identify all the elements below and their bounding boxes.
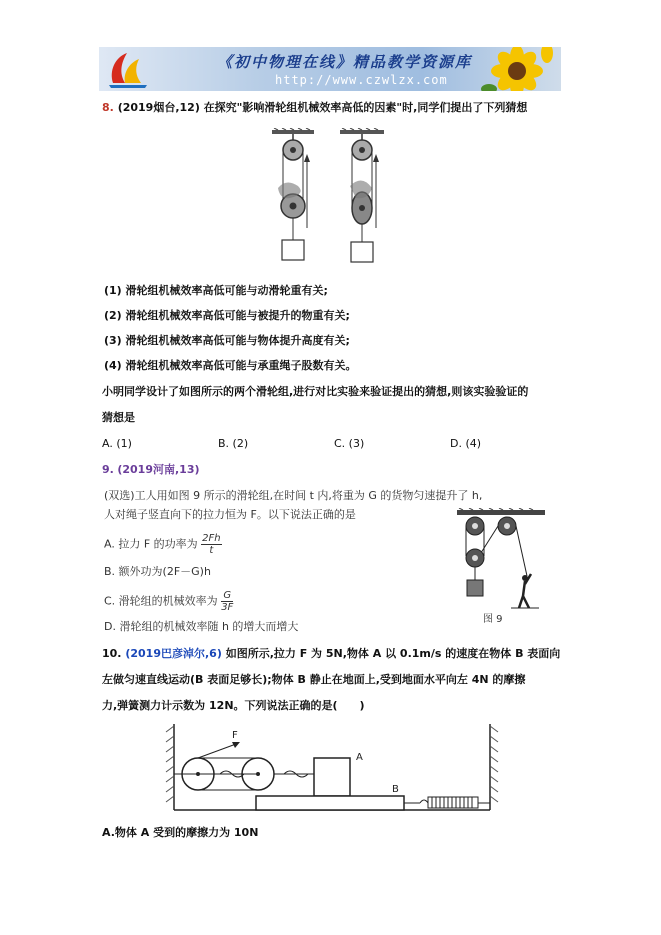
q8-hypothesis-3: (3) 滑轮组机械效率高低可能与物体提升高度有关;	[104, 334, 350, 347]
q10-number: 10.	[102, 647, 122, 660]
q10-option-a[interactable]: A.物体 A 受到的摩擦力为 10N	[102, 826, 259, 839]
site-logo	[105, 49, 151, 89]
q8-option-a[interactable]: A. (1)	[102, 437, 132, 450]
q9-number: 9.	[102, 463, 114, 476]
q10-line-1-rest: 如图所示,拉力 F 为 5N,物体 A 以 0.1m/s 的速度在物体 B 表面向	[225, 647, 561, 660]
q8-source: (2019烟台,12)	[117, 101, 200, 114]
q9-option-a-fraction	[201, 533, 221, 556]
q8-line	[102, 101, 527, 115]
q10-line-2: 左做匀速直线运动(B 表面足够长);物体 B 静止在地面上,受到地面水平向左 4N 的摩擦	[102, 673, 526, 686]
q10-line-3: 力,弹簧测力计示数为 12N。下列说法正确的是( )	[102, 699, 365, 712]
q9-source: (2019河南,13)	[117, 463, 200, 476]
q8-pulley-figure	[268, 128, 392, 272]
q8-hypothesis-2: (2) 滑轮组机械效率高低可能与被提升的物重有关;	[104, 309, 350, 322]
header-url[interactable]: http://www.czwlzx.com	[275, 73, 448, 87]
q10-source: (2019巴彦淖尔,6)	[125, 647, 222, 660]
q8-hypothesis-4: (4) 滑轮组机械效率高低可能与承重绳子股数有关。	[104, 359, 357, 372]
q10-line-1	[102, 647, 560, 661]
header-title: 《初中物理在线》精品教学资源库	[217, 53, 473, 71]
q9-stem-line-1: (双选)工人用如图 9 所示的滑轮组,在时间 t 内,将重为 G 的货物匀速提升了 h,	[104, 489, 483, 502]
q9-option-a-text: A. 拉力 F 的功率为	[104, 537, 198, 551]
q9-option-a[interactable]	[104, 533, 222, 556]
q8-option-c[interactable]: C. (3)	[334, 437, 365, 450]
q9-stem-line-2: 人对绳子竖直向下的拉力恒为 F。以下说法正确的是	[104, 508, 356, 521]
q9-option-a-denominator: t	[209, 545, 214, 556]
q10-label-a: A	[356, 752, 363, 763]
q9-option-c-denominator: 3F	[221, 602, 234, 613]
q9-option-a-numerator: 2Fh	[202, 533, 221, 544]
q8-follow-line-2: 猜想是	[102, 411, 135, 424]
q10-label-f: F	[232, 730, 238, 741]
q8-stem: 在探究"影响滑轮组机械效率高低的因素"时,同学们提出了下列猜想	[203, 101, 528, 114]
q9-line	[102, 463, 200, 477]
header-banner	[99, 47, 561, 91]
q9-option-b[interactable]: B. 额外功为(2F－G)h	[104, 565, 211, 578]
q8-number: 8.	[102, 101, 114, 114]
q9-option-d[interactable]: D. 滑轮组的机械效率随 h 的增大而增大	[104, 620, 299, 633]
q9-figure-caption: 图 9	[483, 614, 503, 625]
q9-figure-9	[455, 508, 547, 628]
q9-option-c[interactable]	[104, 590, 233, 613]
q8-hypothesis-1: (1) 滑轮组机械效率高低可能与动滑轮重有关;	[104, 284, 328, 297]
q8-option-d[interactable]: D. (4)	[450, 437, 482, 450]
sunflower-icon	[477, 47, 557, 91]
q10-label-b: B	[392, 784, 399, 795]
q10-figure	[160, 718, 506, 818]
q9-option-c-text: C. 滑轮组的机械效率为	[104, 594, 218, 608]
q9-option-c-fraction	[221, 590, 233, 613]
q8-option-b[interactable]: B. (2)	[218, 437, 249, 450]
q9-option-c-numerator: G	[221, 590, 233, 602]
q8-follow-line-1: 小明同学设计了如图所示的两个滑轮组,进行对比实验来验证提出的猜想,则该实验验证的	[102, 385, 529, 398]
